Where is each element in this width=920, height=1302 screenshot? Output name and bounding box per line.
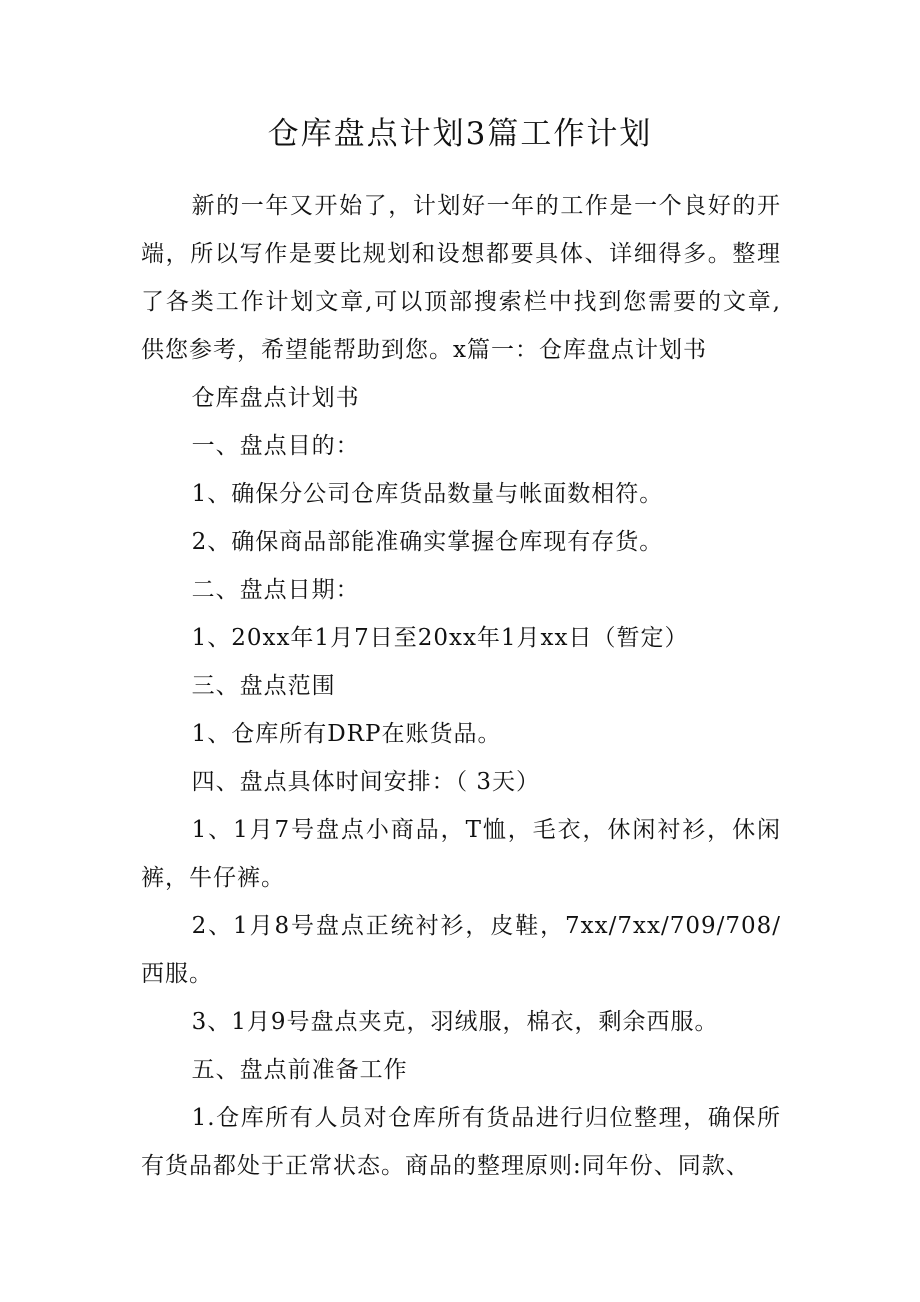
- section-heading-scope: 三、盘点范围: [191, 673, 336, 699]
- paragraph-intro: 新的一年又开始了，计划好一年的工作是一个良好的开端，所以写作是要比规划和设想都要具体、详细得多。整理了各类工作计划文章,可以顶部搜索栏中找到您需要的文章,供您参考，希望能帮助到您。x篇一：仓库盘点计划书: [141, 193, 781, 363]
- section-heading-purpose: 一、盘点目的：: [191, 433, 360, 459]
- list-item: 1.仓库所有人员对仓库所有货品进行归位整理，确保所有货品都处于正常状态。商品的整理原则:同年份、同款、: [141, 1105, 781, 1179]
- section-heading-date: 二、盘点日期：: [191, 577, 360, 603]
- document-title: 仓库盘点计划3篇工作计划: [267, 116, 653, 152]
- list-item: 1、1月7号盘点小商品，T恤，毛衣，休闲衬衫，休闲裤，牛仔裤。: [141, 817, 781, 891]
- list-item: 2、确保商品部能准确实掌握仓库现有存货。: [191, 529, 664, 555]
- list-item: 1、仓库所有DRP在账货品。: [191, 721, 502, 747]
- list-item: 1、确保分公司仓库货品数量与帐面数相符。: [191, 481, 664, 507]
- list-item: 1、20xx年1月7日至20xx年1月xx日（暂定）: [191, 625, 689, 651]
- section-heading-preparation: 五、盘点前准备工作: [191, 1057, 408, 1083]
- list-item: 2、1月8号盘点正统衬衫，皮鞋，7xx/7xx/709/708/西服。: [141, 913, 781, 987]
- section-heading-schedule: 四、盘点具体时间安排：（ 3天）: [191, 769, 541, 795]
- document-body: [141, 182, 781, 1190]
- paragraph-plan-heading: 仓库盘点计划书: [191, 385, 360, 411]
- list-item: 3、1月9号盘点夹克，羽绒服，棉衣，剩余西服。: [191, 1009, 719, 1035]
